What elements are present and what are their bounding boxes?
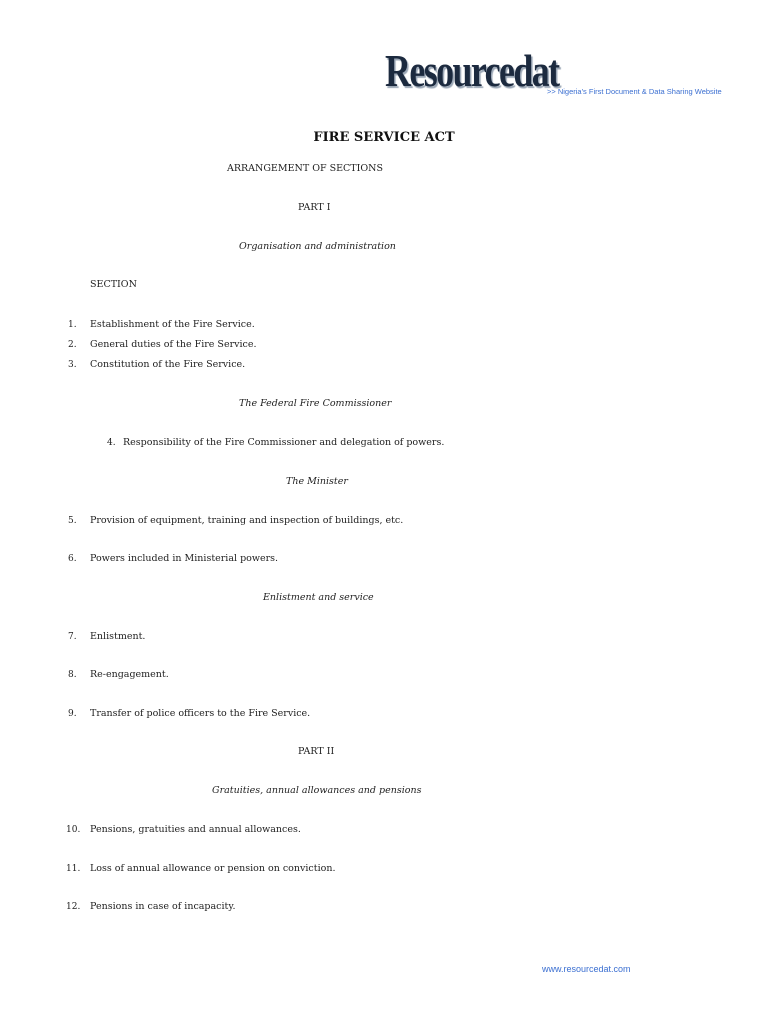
- subheading-commissioner: The Federal Fire Commissioner: [239, 398, 392, 409]
- item-text: Responsibility of the Fire Commissioner and delegation of powers.: [123, 437, 445, 448]
- item-number: 1.: [68, 320, 77, 330]
- item-number: 10.: [66, 825, 81, 835]
- item-text: Loss of annual allowance or pension on conviction.: [90, 863, 336, 874]
- item-text: Establishment of the Fire Service.: [90, 319, 255, 330]
- subheading-organisation: Organisation and administration: [239, 241, 396, 252]
- item-text: Constitution of the Fire Service.: [90, 359, 246, 370]
- item-number: 12.: [66, 902, 81, 912]
- item-number: 9.: [68, 709, 77, 719]
- item-text: Re-engagement.: [90, 669, 169, 680]
- document-title: FIRE SERVICE ACT: [313, 130, 455, 145]
- logo: Resourcedat: [385, 45, 559, 96]
- item-text: Provision of equipment, training and inspection of buildings, etc.: [90, 515, 404, 526]
- item-number: 6.: [68, 554, 77, 564]
- item-number: 4.: [107, 438, 116, 448]
- item-text: Enlistment.: [90, 631, 146, 642]
- subheading-minister: The Minister: [286, 476, 348, 487]
- item-number: 8.: [68, 670, 77, 680]
- item-number: 5.: [68, 516, 77, 526]
- item-number: 7.: [68, 632, 77, 642]
- section-label: SECTION: [90, 279, 137, 290]
- logo-tagline: >> Nigeria's First Document & Data Sharing Website: [547, 87, 722, 96]
- item-text: Transfer of police officers to the Fire Service.: [90, 708, 311, 719]
- subheading-enlistment: Enlistment and service: [263, 592, 374, 603]
- arrangement-heading: ARRANGEMENT OF SECTIONS: [227, 163, 384, 174]
- part-2-heading: PART II: [298, 746, 335, 757]
- item-number: 11.: [66, 864, 81, 874]
- item-text: Pensions, gratuities and annual allowances.: [90, 824, 301, 835]
- footer-link[interactable]: www.resourcedat.com: [542, 964, 631, 974]
- part-1-heading: PART I: [298, 202, 331, 213]
- item-text: General duties of the Fire Service.: [90, 339, 257, 350]
- item-text: Pensions in case of incapacity.: [90, 901, 236, 912]
- item-number: 2.: [68, 340, 77, 350]
- subheading-gratuities: Gratuities, annual allowances and pensions: [212, 785, 422, 796]
- item-text: Powers included in Ministerial powers.: [90, 553, 279, 564]
- item-number: 3.: [68, 360, 77, 370]
